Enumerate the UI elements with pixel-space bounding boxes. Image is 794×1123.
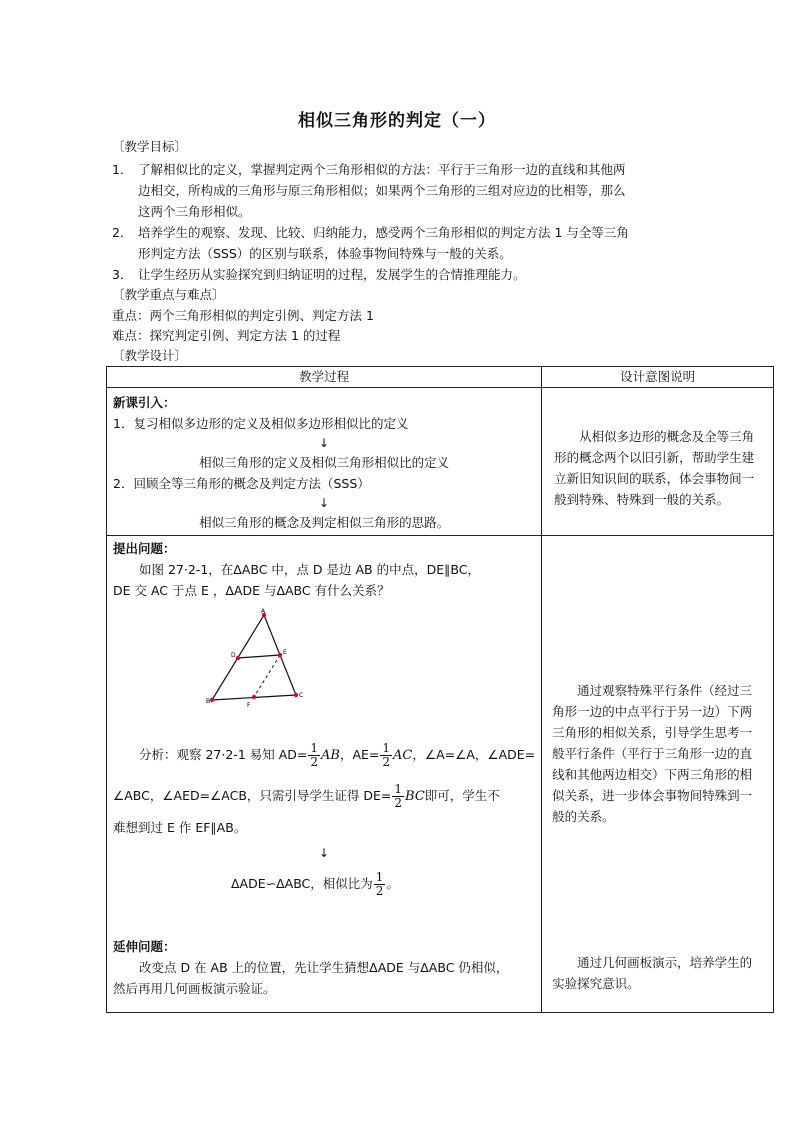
objective-line: 了解相似比的定义，掌握判定两个三角形相似的方法：平行于三角形一边的直线和其他两 xyxy=(138,162,626,177)
label-b: B xyxy=(206,698,211,705)
intent-line: 实验探究意识。 xyxy=(552,976,640,991)
analysis-text: ，∠A=∠A，∠ADE= xyxy=(412,747,536,762)
fraction-numerator: 1 xyxy=(310,741,319,755)
problem-intent xyxy=(552,680,767,827)
table-row xyxy=(107,388,774,536)
label-c: C xyxy=(299,692,304,699)
segment-ac-label: AC xyxy=(393,748,413,763)
intent-line: 角形一边的中点平行于另一边）下两 xyxy=(552,704,753,719)
point-d xyxy=(236,656,240,660)
conclusion-end: 。 xyxy=(386,876,399,891)
conclusion-line xyxy=(113,866,535,902)
segment-ef xyxy=(254,655,280,697)
extension-block xyxy=(113,936,535,999)
problem-heading: 提出问题： xyxy=(113,541,176,556)
objective-line: 让学生经历从实验探究到归纳证明的过程，发展学生的合情推理能力。 xyxy=(138,267,526,282)
fraction-numerator: 1 xyxy=(382,741,391,755)
point-b xyxy=(210,698,214,702)
down-arrow-icon: ↓ xyxy=(319,496,330,510)
objective-line: 培养学生的观察、发现、比较、归纳能力，感受两个三角形相似的判定方法 1 与全等三角 xyxy=(138,225,629,240)
table-header-row xyxy=(107,367,774,388)
extension-line-2: 然后再用几何画板演示验证。 xyxy=(113,981,276,996)
fraction-half xyxy=(392,783,404,810)
objective-line: 形判定方法（SSS）的区别与联系，体验事物间特殊与一般的关系。 xyxy=(138,246,512,261)
label-a: A xyxy=(261,608,266,615)
intent-line: 似关系，进一步体会事物间特殊到一 xyxy=(552,788,753,803)
down-arrow-icon: ↓ xyxy=(319,436,330,450)
intent-line: 立新旧知识间的联系，体会事物间一 xyxy=(554,471,755,486)
analysis-line-2 xyxy=(113,778,535,815)
fraction-denominator: 2 xyxy=(310,755,319,769)
intent-line: 通过观察特殊平行条件（经过三 xyxy=(577,683,753,698)
problem-line-2: DE 交 AC 于点 E ，ΔADE 与ΔABC 有什么关系？ xyxy=(113,583,390,598)
fraction-half xyxy=(380,742,392,769)
intent-line: 般到特殊、特殊到一般的关系。 xyxy=(554,492,730,507)
label-d: D xyxy=(231,652,236,659)
intent-line: 三角形的相似关系，引导学生思考一 xyxy=(552,725,753,740)
fraction-numerator: 1 xyxy=(375,870,384,884)
point-c xyxy=(294,693,298,697)
label-f: F xyxy=(247,702,251,709)
intent-line: 形的概念两个以旧引新，帮助学生建 xyxy=(554,450,755,465)
intro-intent-cell xyxy=(542,388,774,536)
problem-intent-cell xyxy=(542,536,774,1013)
objective-3 xyxy=(112,264,692,285)
fraction-denominator: 2 xyxy=(382,755,391,769)
label-e: E xyxy=(283,649,287,656)
analysis-text: 分析：观察 27·2-1 易知 AD= xyxy=(139,747,308,762)
header-intent: 设计意图说明 xyxy=(542,367,774,388)
fraction-half xyxy=(374,871,386,898)
intent-line: 般平行条件（平行于三角形一边的直 xyxy=(552,746,753,761)
analysis-line-3: 难想到过 E 作 EF∥AB。 xyxy=(113,820,247,835)
table-row xyxy=(107,536,774,1013)
fraction-half xyxy=(308,742,320,769)
intro-process-cell xyxy=(107,388,542,536)
fraction-numerator: 1 xyxy=(394,782,403,796)
intent-line: 从相似多边形的概念及全等三角 xyxy=(579,429,755,444)
objective-number: 3． xyxy=(112,267,133,282)
extension-line-1: 改变点 D 在 AB 上的位置，先让学生猜想ΔADE 与ΔABC 仍相似， xyxy=(139,960,509,975)
keypoints-header: 〔教学重点与难点〕 xyxy=(112,287,225,302)
objective-2 xyxy=(112,222,692,264)
objective-number: 2． xyxy=(112,225,133,240)
keypoint-text: 重点：两个三角形相似的判定引例、判定方法 1 xyxy=(112,308,374,323)
intent-line: 通过几何画板演示，培养学生的 xyxy=(577,955,753,970)
design-header: 〔教学设计〕 xyxy=(112,348,188,363)
objective-line: 这两个三角形相似。 xyxy=(138,204,251,219)
page-title: 相似三角形的判定（一） xyxy=(298,111,496,131)
fraction-denominator: 2 xyxy=(394,796,403,810)
objective-line: 边相交，所构成的三角形与原三角形相似；如果两个三角形的三组对应边的比相等，那么 xyxy=(138,183,626,198)
segment-ab-label: AB xyxy=(321,748,340,763)
header-process: 教学过程 xyxy=(107,367,542,388)
segment-de xyxy=(238,655,280,658)
intent-line: 线和其他两边相交）下两三角形的相 xyxy=(552,767,753,782)
analysis-text: ∠ABC，∠AED=∠ACB，只需引导学生证得 DE= xyxy=(113,788,392,803)
intro-heading: 新课引入： xyxy=(113,395,176,410)
problem-line-1: 如图 27·2-1，在ΔABC 中，点 D 是边 AB 的中点，DE∥BC， xyxy=(139,562,480,577)
down-arrow-icon: ↓ xyxy=(319,846,330,860)
point-f xyxy=(252,695,256,699)
intro-result-1: 相似三角形的定义及相似三角形相似比的定义 xyxy=(199,455,450,470)
intro-item-1: 1．复习相似多边形的定义及相似多边形相似比的定义 xyxy=(113,416,409,431)
analysis-line-1 xyxy=(113,737,535,774)
analysis-text: ，AE= xyxy=(339,747,380,762)
problem-process-cell xyxy=(107,536,542,1013)
triangle-figure xyxy=(113,607,513,737)
difficulty-text: 难点：探究判定引例、判定方法 1 的过程 xyxy=(112,328,341,343)
objective-1 xyxy=(112,159,692,222)
objectives-header: 〔教学目标〕 xyxy=(112,139,188,154)
objective-number: 1． xyxy=(112,162,133,177)
segment-bc-label: BC xyxy=(405,789,425,804)
intent-line: 般的关系。 xyxy=(552,809,615,824)
intro-item-2: 2．回顾全等三角形的概念及判定方法（SSS） xyxy=(113,476,370,491)
conclusion-text: ΔADE∽ΔABC，相似比为 xyxy=(231,876,373,891)
fraction-denominator: 2 xyxy=(375,884,384,898)
point-e xyxy=(278,653,282,657)
analysis-text: 即可，学生不 xyxy=(424,788,500,803)
intro-result-2: 相似三角形的概念及判定相似三角形的思路。 xyxy=(199,515,450,530)
extension-intent xyxy=(552,952,767,994)
lesson-table xyxy=(106,366,774,1013)
extension-heading: 延伸问题： xyxy=(113,939,176,954)
